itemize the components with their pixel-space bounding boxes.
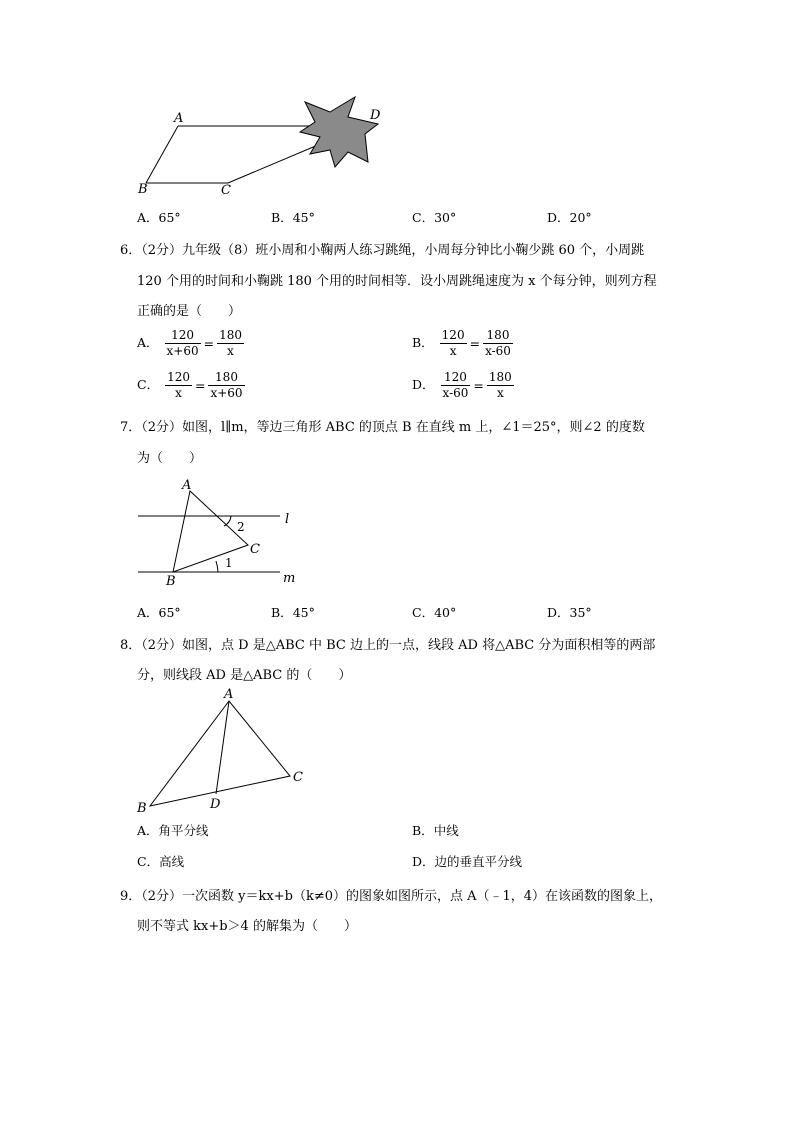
q7-angle-2-arc <box>224 516 231 526</box>
q9-stem-line-1: 9．（2分）一次函数 y＝kx+b（k≠0）的图象如图所示，点 A（﹣1，4）在该函数的图象上， <box>120 889 663 904</box>
q7-option-d-text: 35° <box>569 605 592 620</box>
q5-option-a-text: 65° <box>158 210 181 225</box>
q7-label-c: C <box>250 542 260 557</box>
q7-option-c-text: 40° <box>434 605 457 620</box>
q6-option-a-letter: A． <box>137 335 159 350</box>
q9-stem-line-2: 则不等式 kx+b＞4 的解集为（ ） <box>137 919 357 934</box>
q7-option-c-letter: C． <box>412 605 435 620</box>
q6-option-c-right-fraction <box>208 370 244 401</box>
q7-option-b-letter: B． <box>271 605 293 620</box>
q8-label-a: A <box>224 687 234 702</box>
q5-option-c[interactable] <box>412 208 456 226</box>
q7-figure <box>130 474 310 589</box>
q6-stem-line-3: 正确的是（ ） <box>137 304 242 319</box>
q8-option-b[interactable] <box>412 821 459 839</box>
q7-option-a-letter: A． <box>137 605 159 620</box>
q5-label-c: C <box>221 183 231 198</box>
q7-option-b-text: 45° <box>292 605 315 620</box>
q6-option-a-left-fraction <box>165 328 201 359</box>
q6-b-eq: = <box>469 336 481 351</box>
q5-option-c-letter: C． <box>412 210 435 225</box>
q6-option-b-left-fraction <box>440 328 467 359</box>
q6-c-left-num: 120 <box>167 370 190 384</box>
q6-option-d[interactable] <box>412 370 516 401</box>
q6-stem-line-1: 6．（2分）九年级（8）班小周和小鞠两人练习跳绳，小周每分钟比小鞠少跳 60 个，小周跳 <box>120 243 645 258</box>
q7-label-m: m <box>283 571 296 586</box>
q6-option-b[interactable] <box>412 328 515 359</box>
q6-b-right-num: 180 <box>483 328 513 344</box>
q8-option-d-letter: D． <box>412 854 435 869</box>
q6-a-eq: = <box>203 336 215 351</box>
q6-b-left-den: x <box>449 344 457 358</box>
q6-stem-line-2: 120 个用的时间和小鞠跳 180 个用的时间相等．设小周跳绳速度为 x 个每分钟，则列方程 <box>137 274 657 289</box>
q7-angle-1-arc <box>216 561 218 572</box>
q6-option-d-right-fraction <box>487 370 514 401</box>
q6-a-right-num: 180 <box>219 328 242 342</box>
q8-option-c[interactable] <box>137 852 184 870</box>
q6-option-d-left-fraction <box>441 370 471 401</box>
q6-c-left-den: x <box>175 386 182 400</box>
q5-segment-ab <box>146 126 178 183</box>
q8-option-a-letter: A． <box>137 823 159 838</box>
q7-label-l: l <box>285 512 290 527</box>
q8-option-b-text: 中线 <box>433 823 459 838</box>
q7-option-d-letter: D． <box>547 605 570 620</box>
q6-option-b-right-fraction <box>483 328 513 359</box>
q8-option-d[interactable] <box>412 852 522 870</box>
q7-label-b: B <box>166 574 176 589</box>
q6-b-left-num: 120 <box>441 328 465 342</box>
q6-option-c-left-fraction <box>165 370 192 401</box>
q5-option-d-text: 20° <box>569 210 592 225</box>
q5-segment-c-lower <box>228 142 325 183</box>
q5-option-a-letter: A． <box>137 210 159 225</box>
q5-option-b[interactable] <box>271 208 315 226</box>
q6-d-left-den: x-60 <box>442 386 469 400</box>
q7-option-d[interactable] <box>547 603 592 621</box>
q8-option-c-letter: C． <box>137 854 160 869</box>
q8-stem-line-1: 8．（2分）如图，点 D 是△ABC 中 BC 边上的一点，线段 AD 将△ABC 分为面积相等的两部 <box>120 638 656 653</box>
q8-option-a-text: 角平分线 <box>158 823 209 838</box>
q6-a-left-den: x+60 <box>166 344 199 358</box>
q5-option-a[interactable] <box>137 208 181 226</box>
q8-triangle-abc <box>150 701 290 806</box>
q6-d-right-num: 180 <box>488 370 512 384</box>
q7-label-angle-2: 2 <box>237 520 245 534</box>
q6-c-eq: = <box>194 378 206 393</box>
q7-label-a: A <box>182 478 192 493</box>
q8-figure <box>130 684 320 816</box>
q6-option-c-letter: C． <box>137 377 160 392</box>
q7-option-a[interactable] <box>137 603 181 621</box>
q7-option-a-text: 65° <box>158 605 181 620</box>
q6-option-c[interactable] <box>137 370 247 401</box>
q6-c-right-den: x+60 <box>210 386 243 400</box>
q7-option-b[interactable] <box>271 603 315 621</box>
q8-option-c-text: 高线 <box>159 854 185 869</box>
q6-option-a-right-fraction <box>217 328 244 359</box>
q8-label-b: B <box>137 801 147 816</box>
q5-option-b-letter: B． <box>271 210 293 225</box>
q8-option-d-text: 边的垂直平分线 <box>434 854 523 869</box>
q6-c-right-num: 180 <box>208 370 244 386</box>
q6-b-right-den: x-60 <box>485 344 511 358</box>
q6-option-a[interactable] <box>137 328 246 359</box>
q5-option-d-letter: D． <box>547 210 570 225</box>
q6-a-left-num: 120 <box>165 328 201 344</box>
q8-option-a[interactable] <box>137 821 209 839</box>
q8-label-d: D <box>210 797 221 812</box>
q8-stem-line-2: 分，则线段 AD 是△ABC 的（ ） <box>137 668 352 683</box>
q5-option-d[interactable] <box>547 208 592 226</box>
q5-label-b: B <box>138 182 148 197</box>
q5-torn-cover-shape <box>300 97 378 167</box>
q7-stem-line-2: 为（ ） <box>137 451 203 466</box>
q5-option-c-text: 30° <box>434 210 457 225</box>
q8-option-b-letter: B． <box>412 823 434 838</box>
q8-label-c: C <box>293 770 303 785</box>
q5-label-a: A <box>174 111 184 126</box>
q6-d-left-num: 120 <box>441 370 471 386</box>
q5-figure <box>130 92 390 202</box>
q7-stem-line-1: 7．（2分）如图，l∥m，等边三角形 ABC 的顶点 B 在直线 m 上，∠1＝25°，则∠2 的度数 <box>120 420 645 435</box>
q5-option-b-text: 45° <box>292 210 315 225</box>
q6-a-right-den: x <box>227 344 234 358</box>
q5-label-d: D <box>370 108 381 123</box>
q6-option-b-letter: B． <box>412 335 434 350</box>
q6-option-d-letter: D． <box>412 377 435 392</box>
q7-label-angle-1: 1 <box>225 556 233 570</box>
q6-d-right-den: x <box>496 386 504 400</box>
q7-option-c[interactable] <box>412 603 456 621</box>
q6-d-eq: = <box>473 378 484 393</box>
